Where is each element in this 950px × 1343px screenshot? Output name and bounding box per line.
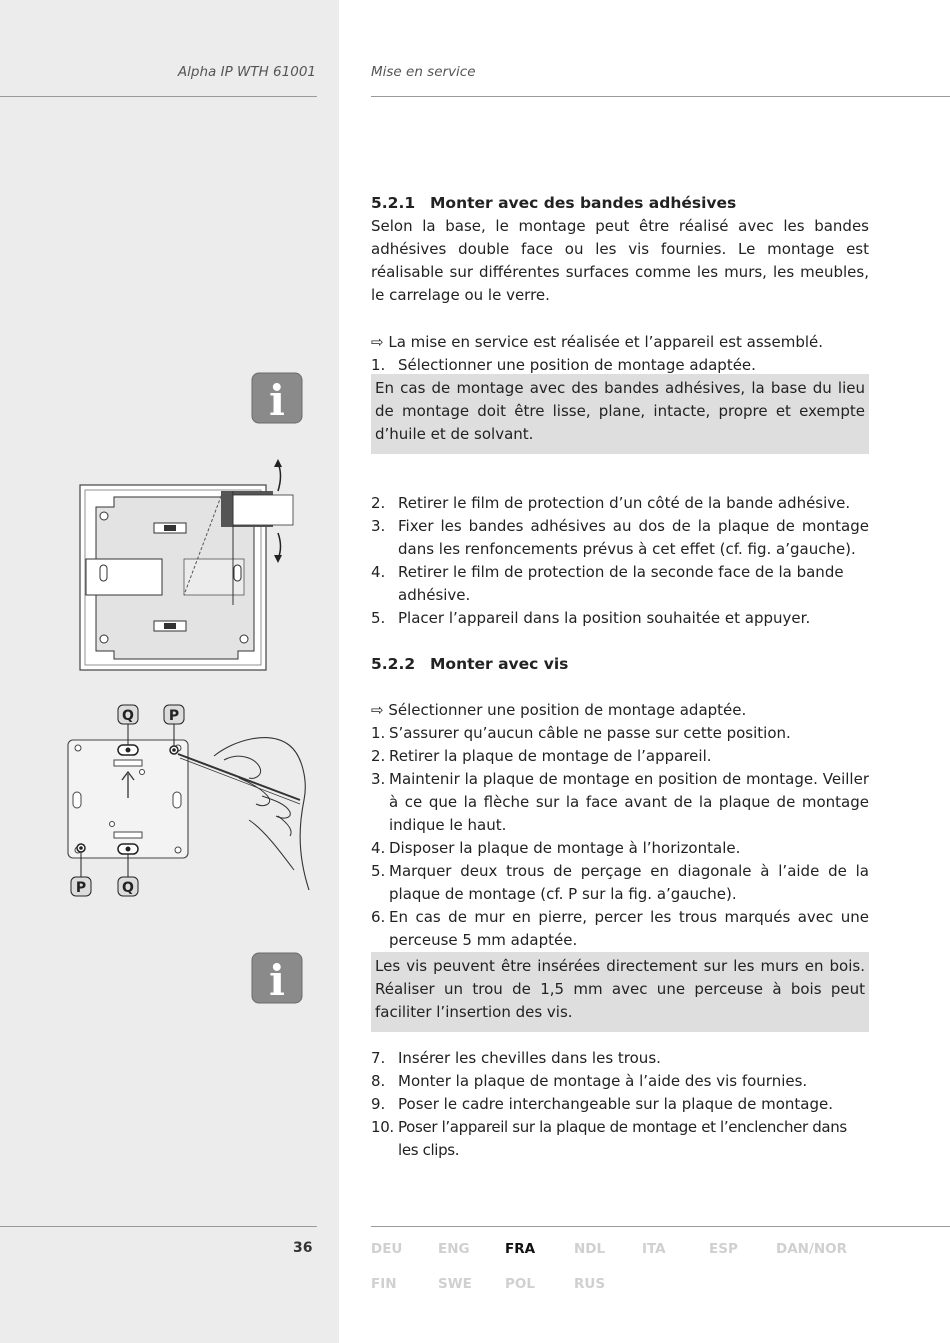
lang-link-fra[interactable]: FRA (505, 1241, 536, 1257)
page-number: 36 (293, 1240, 313, 1256)
info-icon (251, 952, 303, 1004)
svg-text:Q: Q (122, 880, 134, 896)
footer-rule-left (0, 1226, 317, 1227)
list-item: 10. Poser l’appareil sur la plaque de montage et l’enclencher dans les clips. (371, 1118, 847, 1159)
section-heading-screws: 5.2.2 Monter avec vis (371, 655, 569, 673)
note-box-adhesive (371, 374, 869, 454)
precondition-line: ⇨ La mise en service est réalisée et l’appareil est assemblé. (371, 333, 824, 351)
steps-screws-final (371, 1047, 869, 1162)
lang-link-fin[interactable]: FIN (371, 1276, 397, 1292)
svg-text:i: i (269, 376, 285, 424)
lang-link-rus[interactable]: RUS (574, 1276, 606, 1292)
steps-adhesive (371, 492, 869, 952)
lang-link-esp[interactable]: ESP (709, 1241, 738, 1257)
header-section-name: Mise en service (371, 64, 476, 80)
list-item: 1. Sélectionner une position de montage adaptée. (371, 356, 756, 374)
list-item: 9. Poser le cadre interchangeable sur la plaque de montage. (371, 1095, 834, 1113)
precondition-line: ⇨ Sélectionner une position de montage adaptée. (371, 701, 747, 719)
info-icon (251, 372, 303, 424)
list-item: 2. Retirer la plaque de montage de l’appareil. (371, 747, 712, 765)
list-item: 3. Fixer les bandes adhésives au dos de la plaque de montage dans les renfoncements prévus à cet effet (cf. fig. a’gauche). (371, 517, 869, 558)
figure-screw-mounting (64, 700, 314, 900)
list-item: 4. Disposer la plaque de montage à l’horizontale. (371, 839, 741, 857)
svg-text:P: P (168, 708, 180, 724)
note-box-screws (371, 952, 869, 1032)
note-text: En cas de montage avec des bandes adhésives, la base du lieu de montage doit être lisse, plane, intacte, propre et exempte d’huile et de solvant. (371, 374, 869, 454)
note-text: Les vis peuvent être insérées directement sur les murs en bois. Réaliser un trou de 1,5 mm avec une perceuse à bois peut faciliter l’insertion des vis. (371, 952, 869, 1032)
figure-adhesive-tape-mounting (78, 455, 304, 673)
lang-link-ita[interactable]: ITA (642, 1241, 666, 1257)
section-adhesive (371, 192, 869, 377)
list-item: 5. Marquer deux trous de perçage en diagonale à l’aide de la plaque de montage (cf. P sur la fig. a’gauche). (371, 862, 869, 903)
list-item: 8. Monter la plaque de montage à l’aide des vis fournies. (371, 1072, 808, 1090)
list-item: 1. S’assurer qu’aucun câble ne passe sur cette position. (371, 724, 791, 742)
lang-link-pol[interactable]: POL (505, 1276, 535, 1292)
svg-text:P: P (75, 880, 87, 896)
header-rule-right (371, 96, 950, 97)
svg-text:i: i (269, 956, 285, 1004)
header-product-name: Alpha IP WTH 61001 (177, 64, 316, 80)
lang-link-ndl[interactable]: NDL (574, 1241, 606, 1257)
list-item: 5. Placer l’appareil dans la position souhaitée et appuyer. (371, 609, 811, 627)
list-item: 6. En cas de mur en pierre, percer les trous marqués avec une perceuse 5 mm adaptée. (371, 908, 869, 949)
lang-link-deu[interactable]: DEU (371, 1241, 403, 1257)
header-rule-left (0, 96, 317, 97)
section-heading-adhesive: 5.2.1 Monter avec des bandes adhésives (371, 194, 737, 212)
lang-link-dan-nor[interactable]: DAN/NOR (776, 1241, 848, 1257)
list-item: 7. Insérer les chevilles dans les trous. (371, 1049, 661, 1067)
section-intro-paragraph: Selon la base, le montage peut être réalisé avec les bandes adhésives double face ou les vis fournies. Le montage est réalisable sur différentes surfaces comme les murs, les meubles, le carrelage ou le verre. (371, 217, 869, 304)
list-item: 3. Maintenir la plaque de montage en position de montage. Veiller à ce que la flèche sur la face avant de la plaque de montage indique le haut. (371, 770, 869, 834)
lang-link-swe[interactable]: SWE (438, 1276, 472, 1292)
list-item: 4. Retirer le film de protection de la seconde face de la bande adhésive. (371, 563, 844, 604)
svg-text:Q: Q (122, 708, 134, 724)
lang-link-eng[interactable]: ENG (438, 1241, 470, 1257)
list-item: 2. Retirer le film de protection d’un côté de la bande adhésive. (371, 494, 851, 512)
footer-rule-right (371, 1226, 950, 1227)
